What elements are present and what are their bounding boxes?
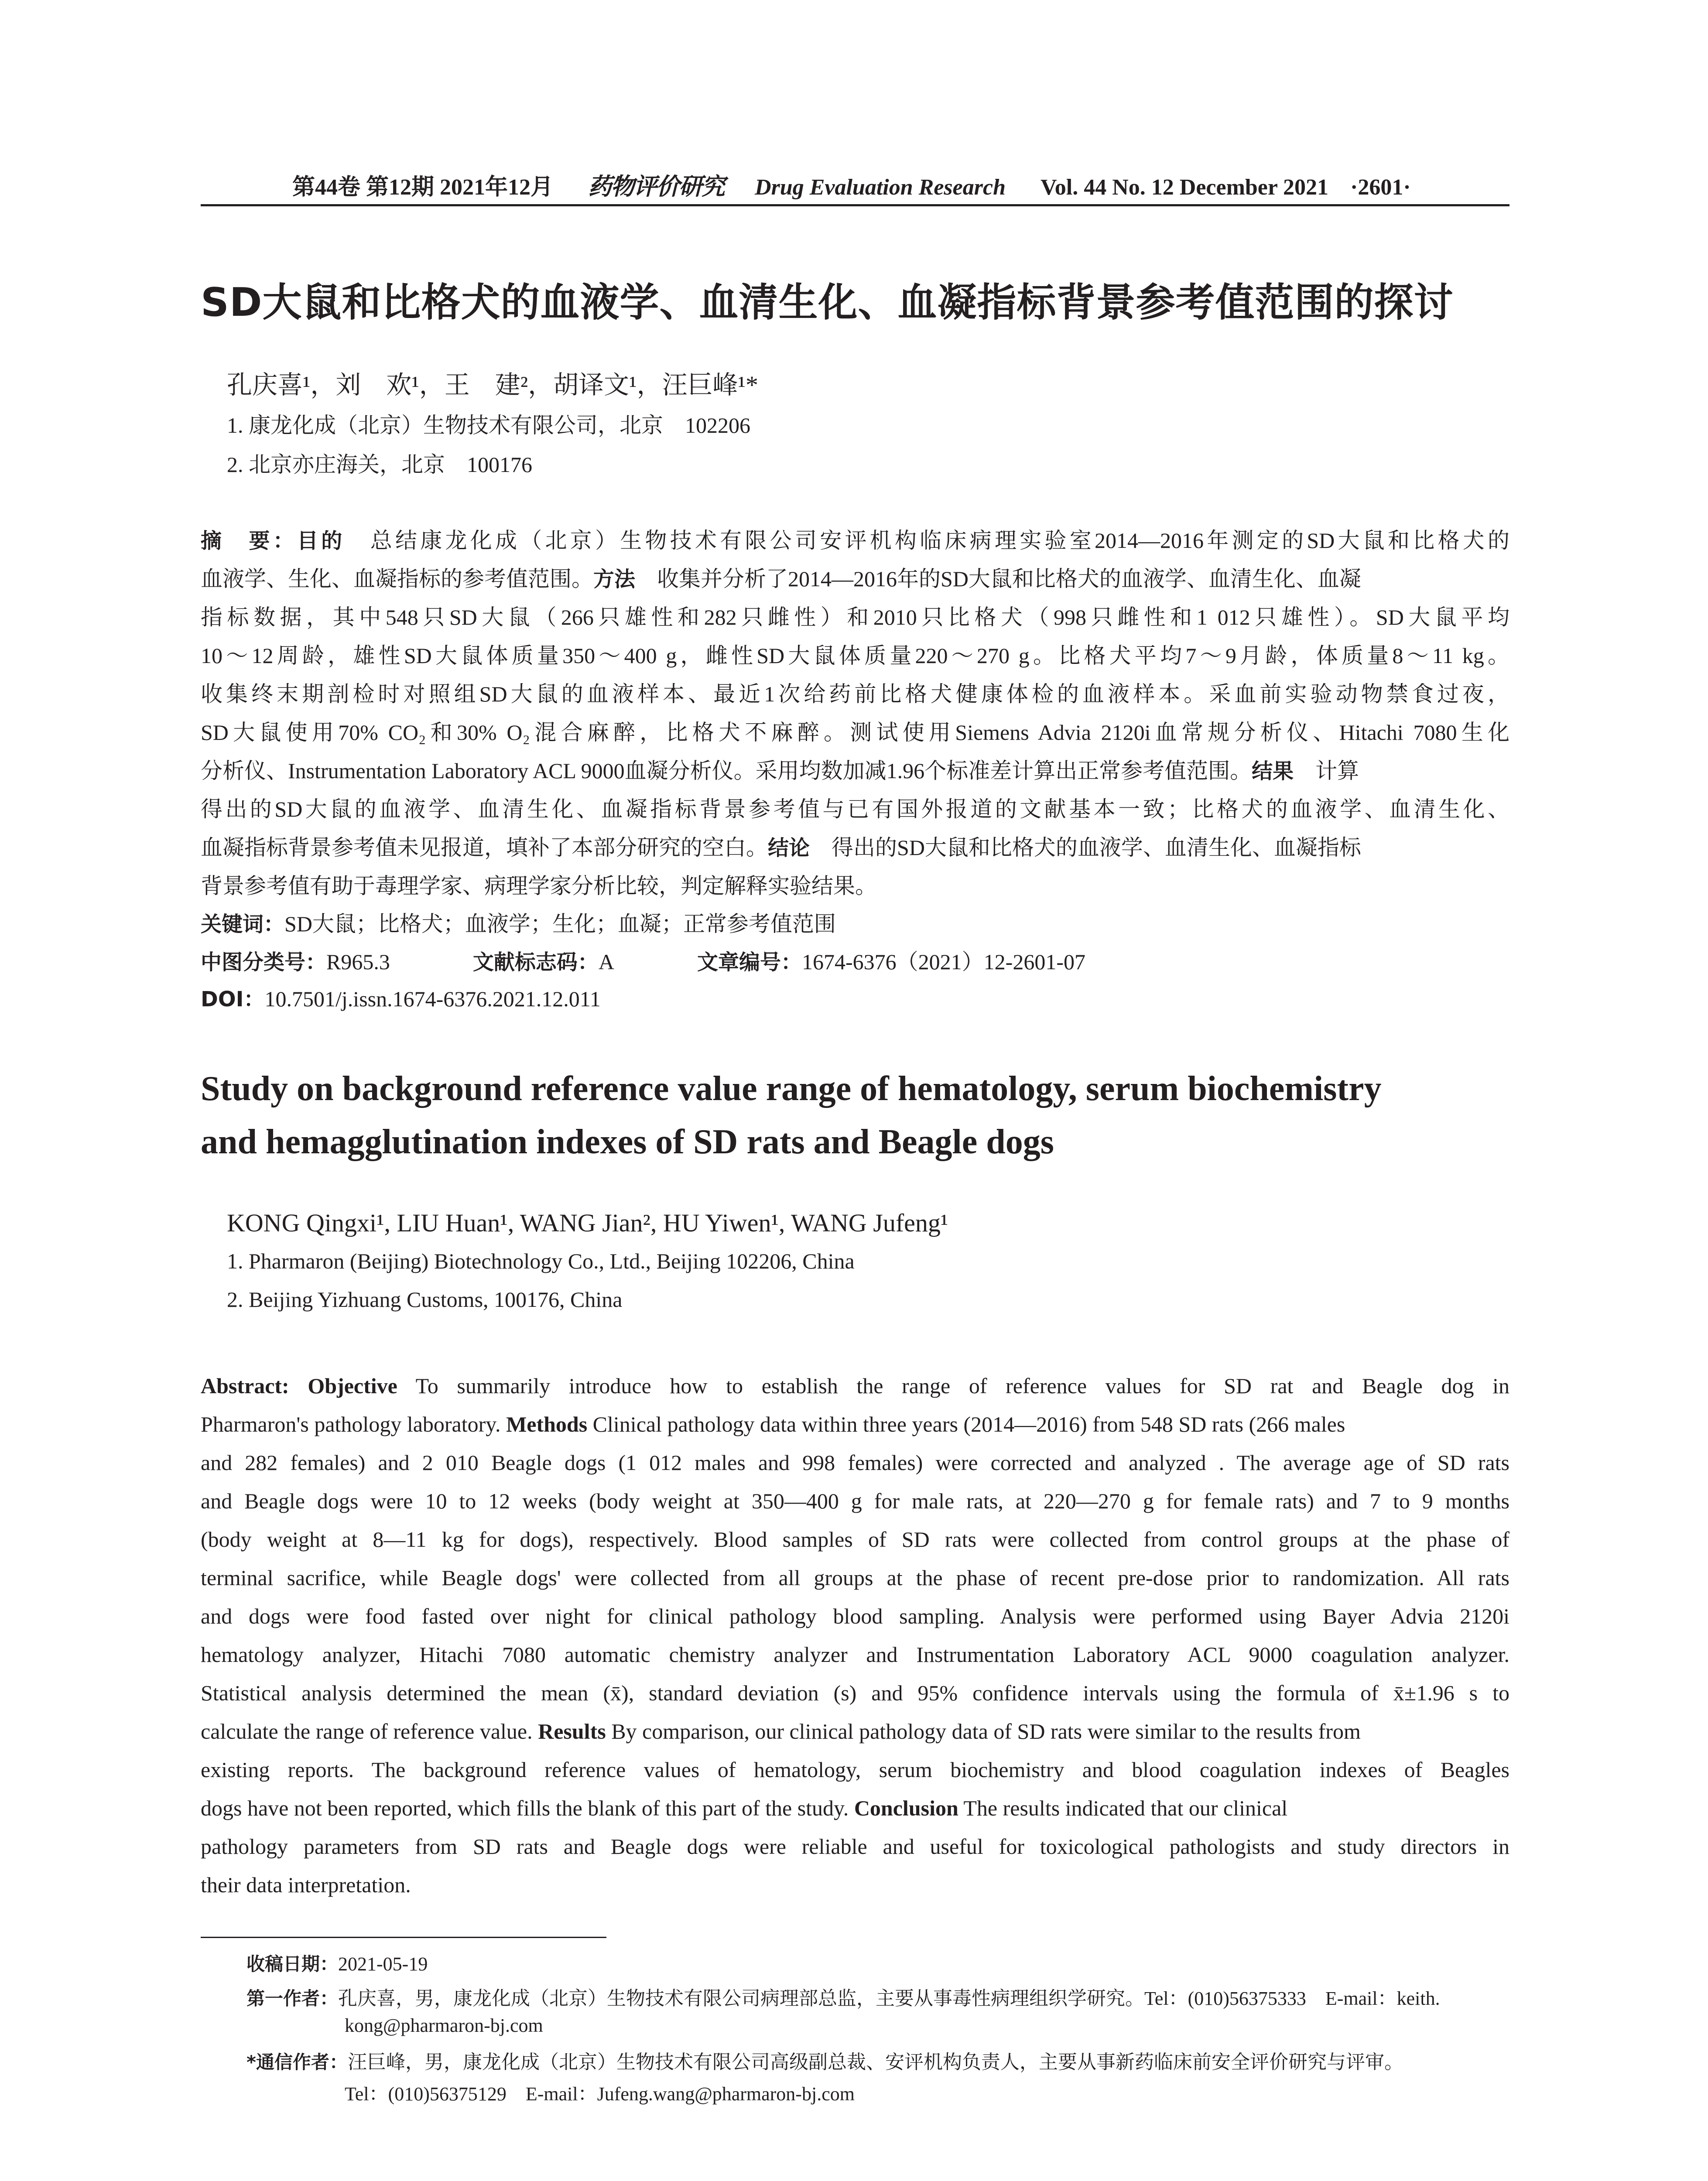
paper-title-cn: SD大鼠和比格犬的血液学、血清生化、血凝指标背景参考值范围的探讨 bbox=[201, 280, 1454, 325]
methods-label-en: Methods bbox=[506, 1412, 588, 1436]
abstract-cn-line: SD大鼠使用70% CO₂和30% O₂混合麻醉，比格犬不麻醉。测试使用Siemens Advia 2120i血常规分析仪、Hitachi 7080生化 bbox=[201, 720, 1509, 745]
conclusion-label-en: Conclusion bbox=[854, 1796, 958, 1820]
abstract-cn-line: 得出的SD大鼠的血液学、血清生化、血凝指标背景参考值与已有国外报道的文献基本一致；比格犬的血液学、血清生化、 bbox=[201, 797, 1509, 821]
first-author-note-cont: kong@pharmaron-bj.com bbox=[345, 2015, 543, 2036]
abstract-en-line: terminal sacrifice, while Beagle dogs' were collected from all groups at the phase of recent pre-dose prior to randomization. All rats bbox=[201, 1566, 1509, 1590]
journal-logo-cn: 药物评价研究 bbox=[588, 172, 725, 200]
abstract-en-line: dogs have not been reported, which fills the blank of this part of the study. Conclusion The results indicated that our clinical bbox=[201, 1796, 1288, 1820]
article-no-label: 文章编号： bbox=[697, 950, 802, 974]
footnote-rule bbox=[201, 1937, 606, 1938]
abstract-en-line: existing reports. The background reference values of hematology, serum biochemistry and blood coagulation indexes of Beagles bbox=[201, 1757, 1509, 1782]
classification-line bbox=[201, 944, 1085, 976]
keywords-label: 关键词： bbox=[201, 912, 285, 937]
doi-line bbox=[201, 982, 601, 1012]
affiliation-cn-2: 2. 北京亦庄海关，北京 100176 bbox=[227, 452, 532, 477]
abstract-en-line: Pharmaron's pathology laboratory. Methods Clinical pathology data within three years (2014—2016) from 548 SD rats (266 males bbox=[201, 1412, 1345, 1436]
results-label-en: Results bbox=[538, 1719, 606, 1743]
keywords-cn bbox=[201, 906, 836, 938]
abstract-en-line: Statistical analysis determined the mean (x̄), standard deviation (s) and 95% confidence intervals using the formula of x̄±1.96 s to bbox=[201, 1681, 1509, 1705]
abstract-cn-line: 血液学、生化、血凝指标的参考值范围。方法 收集并分析了2014—2016年的SD大鼠和比格犬的血液学、血清生化、血凝 bbox=[201, 567, 1361, 591]
abstract-cn-line: 收集终末期剖检时对照组SD大鼠的血液样本、最近1次给药前比格犬健康体检的血液样本。采血前实验动物禁食过夜， bbox=[201, 682, 1509, 706]
abstract-en-line: hematology analyzer, Hitachi 7080 automatic chemistry analyzer and Instrumentation Laboratory ACL 9000 coagulation analyzer. bbox=[201, 1642, 1509, 1667]
abstract-label-cn: 摘 要： bbox=[201, 529, 298, 553]
objective-label-cn: 目的 bbox=[297, 529, 346, 553]
abstract-cn-line: 背景参考值有助于毒理学家、病理学家分析比较，判定解释实验结果。 bbox=[201, 874, 877, 898]
author-list-cn: 孔庆喜¹，刘 欢¹，王 建²，胡译文¹，汪巨峰¹* bbox=[227, 371, 758, 399]
paper-title-en: Study on background reference value range of hematology, serum biochemistry and hemagglutination indexes of SD rats and Beagle dogs bbox=[201, 1070, 1382, 1161]
author-list-en: KONG Qingxi¹, LIU Huan¹, WANG Jian², HU Yiwen¹, WANG Jufeng¹ bbox=[227, 1209, 948, 1237]
conclusion-label-cn: 结论 bbox=[768, 836, 810, 860]
abstract-cn-line: 指标数据，其中548只SD大鼠（266只雄性和282只雌性）和2010只比格犬（998只雌性和1 012只雄性）。SD大鼠平均 bbox=[201, 605, 1509, 629]
affiliation-cn-1: 1. 康龙化成（北京）生物技术有限公司，北京 102206 bbox=[227, 413, 750, 438]
abstract-cn-line: 血凝指标背景参考值未见报道，填补了本部分研究的空白。结论 得出的SD大鼠和比格犬的血液学、血清生化、血凝指标 bbox=[201, 835, 1361, 860]
article-no-value: 1674-6376（2021）12-2601-07 bbox=[802, 950, 1085, 974]
abstract-en-line: Abstract: Objective To summarily introduce how to establish the range of reference values for SD rat and Beagle dog in bbox=[201, 1374, 1510, 1398]
doc-code-label: 文献标志码： bbox=[472, 950, 599, 974]
received-label: 收稿日期： bbox=[246, 1953, 339, 1975]
abstract-en-line: their data interpretation. bbox=[201, 1873, 411, 1897]
abstract-en-line: and 282 females) and 2 010 Beagle dogs (1 012 males and 998 females) were corrected and analyzed . The average age of SD rats bbox=[201, 1450, 1509, 1475]
issue-info-cn: 第44卷 第12期 2021年12月 bbox=[292, 175, 554, 200]
abstract-en-line: and dogs were food fasted over night for clinical pathology blood sampling. Analysis were performed using Bayer Advia 2120i bbox=[201, 1604, 1509, 1628]
doi-value: 10.7501/j.issn.1674-6376.2021.12.011 bbox=[264, 987, 601, 1011]
methods-label-cn: 方法 bbox=[593, 567, 636, 591]
abstract-en-line: pathology parameters from SD rats and Beagle dogs were reliable and useful for toxicological pathologists and study directors in bbox=[201, 1834, 1509, 1859]
abstract-en-line: calculate the range of reference value. Results By comparison, our clinical pathology data of SD rats were similar to the results from bbox=[201, 1719, 1361, 1743]
doi-label: DOI： bbox=[201, 987, 265, 1012]
abstract-en-line: (body weight at 8—11 kg for dogs), respectively. Blood samples of SD rats were collected from control groups at the phase of bbox=[201, 1527, 1509, 1552]
affiliation-en-1: 1. Pharmaron (Beijing) Biotechnology Co., Ltd., Beijing 102206, China bbox=[227, 1249, 855, 1273]
first-author-label: 第一作者： bbox=[246, 1988, 339, 2009]
abstract-en-line: and Beagle dogs were 10 to 12 weeks (body weight at 350—400 g for male rats, at 220—270 g for female rats) and 7 to 9 months bbox=[201, 1489, 1509, 1513]
journal-name-en: Drug Evaluation Research bbox=[755, 175, 1006, 200]
first-author-note: 第一作者：孔庆喜，男，康龙化成（北京）生物技术有限公司病理部总监，主要从事毒性病理组织学研究。Tel：(010)56375333 E-mail：keith. bbox=[246, 1988, 1440, 2009]
clc-label: 中图分类号： bbox=[201, 950, 327, 974]
page-number: ·2601· bbox=[1350, 175, 1411, 200]
objective-label-en: Objective bbox=[308, 1374, 397, 1398]
clc-value: R965.3 bbox=[326, 950, 390, 974]
abstract-cn-line: 分析仪、Instrumentation Laboratory ACL 9000血凝分析仪。采用均数加减1.96个标准差计算出正常参考值范围。结果 计算 bbox=[201, 759, 1359, 783]
abstract-cn-line: 摘 要：目的 总结康龙化成（北京）生物技术有限公司安评机构临床病理实验室2014—2016年测定的SD大鼠和比格犬的 bbox=[201, 528, 1509, 553]
running-header bbox=[201, 168, 1509, 198]
abstract-cn-line: 10～12周龄，雄性SD大鼠体质量350～400 g，雌性SD大鼠体质量220～270 g。比格犬平均7～9月龄，体质量8～11 kg。 bbox=[201, 643, 1509, 668]
keywords-value: SD大鼠；比格犬；血液学；生化；血凝；正常参考值范围 bbox=[284, 912, 836, 936]
corresponding-author-note-cont: Tel：(010)56375129 E-mail：Jufeng.wang@pharmaron-bj.com bbox=[345, 2083, 855, 2105]
affiliation-en-2: 2. Beijing Yizhuang Customs, 100176, China bbox=[227, 1287, 623, 1312]
volume-info-en: Vol. 44 No. 12 December 2021 bbox=[1041, 175, 1329, 200]
doc-code-value: A bbox=[598, 950, 614, 974]
header-rule bbox=[201, 204, 1509, 206]
corresponding-label: *通信作者： bbox=[246, 2051, 348, 2073]
abstract-label-en: Abstract: bbox=[201, 1374, 289, 1398]
corresponding-author-note: *通信作者：汪巨峰，男，康龙化成（北京）生物技术有限公司高级副总裁、安评机构负责人，主要从事新药临床前安全评价研究与评审。 bbox=[246, 2051, 1403, 2073]
results-label-cn: 结果 bbox=[1252, 759, 1294, 783]
received-date: 收稿日期：2021-05-19 bbox=[246, 1953, 428, 1975]
